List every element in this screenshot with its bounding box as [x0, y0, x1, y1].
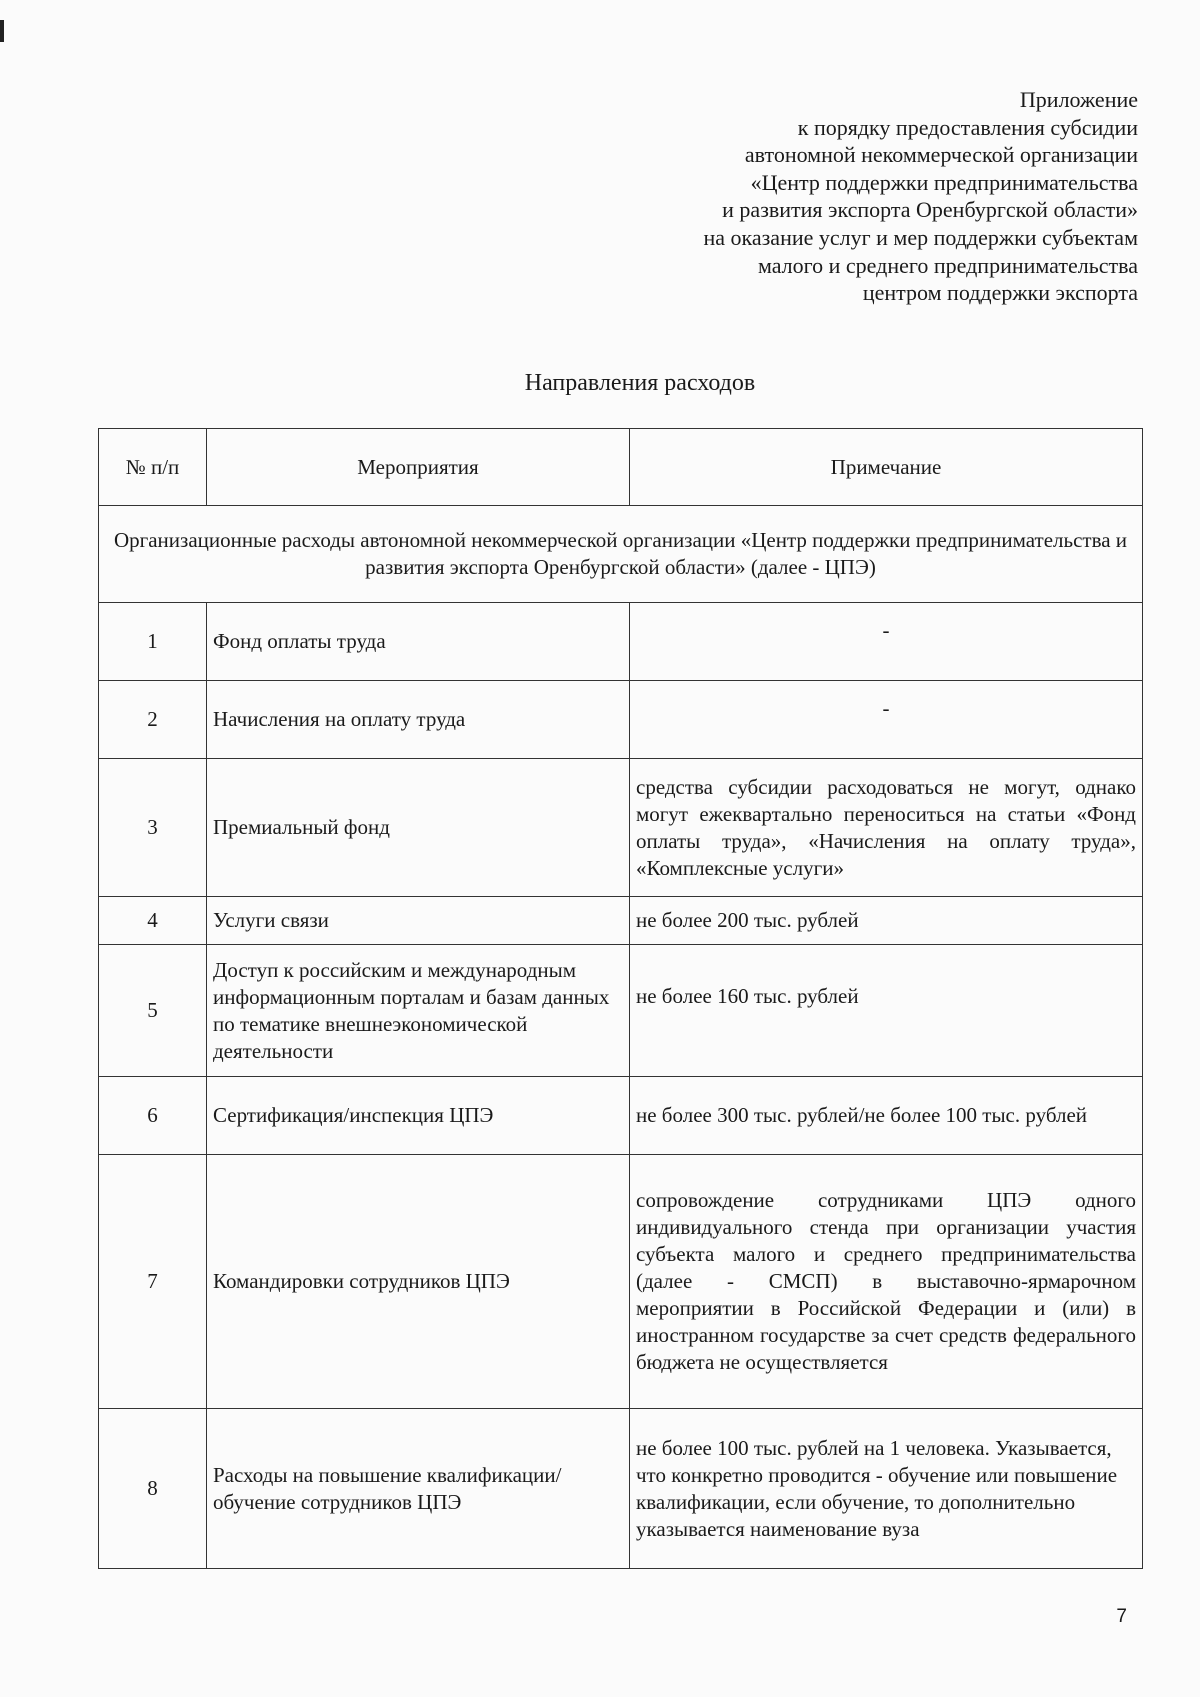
row-number: 6 [99, 1077, 207, 1155]
table-row [99, 1409, 1143, 1569]
table-row [99, 759, 1143, 897]
row-item: Услуги связи [207, 897, 630, 945]
row-note: не более 160 тыс. рублей [630, 945, 1143, 1077]
row-note: не более 300 тыс. рублей/не более 100 тыс. рублей [630, 1077, 1143, 1155]
row-note: - [630, 603, 1143, 681]
appendix-line: центром поддержки экспорта [862, 280, 1138, 306]
row-number: 2 [99, 681, 207, 759]
row-number: 5 [99, 945, 207, 1077]
appendix-line: к порядку предоставления субсидии [797, 114, 1138, 140]
appendix-line: автономной некоммерческой организации [744, 142, 1138, 168]
row-note: не более 100 тыс. рублей на 1 человека. Указывается, что конкретно проводится - обучение или повышение квалификации, если обучение, то дополнительно указывается наименование вуза [630, 1409, 1143, 1569]
row-item: Командировки сотрудников ЦПЭ [207, 1155, 630, 1409]
row-note: средства субсидии расходоваться не могут, однако могут ежеквартально переноситься на статьи «Фонд оплаты труда», «Начисления на оплату труда», «Комплексные услуги» [630, 759, 1143, 897]
row-number: 8 [99, 1409, 207, 1569]
table-row [99, 681, 1143, 759]
row-note: - [630, 681, 1143, 759]
scan-edge-mark [0, 20, 4, 42]
appendix-line: «Центр поддержки предпринимательства [750, 169, 1138, 195]
appendix-line: и развития экспорта Оренбургской области» [722, 197, 1138, 223]
row-note: сопровождение сотрудниками ЦПЭ одного индивидуального стенда при организации участия субъекта малого и среднего предпринимательства (далее - СМСП) в выставочно-ярмарочном мероприятии в Российской Федерации и (или) в иностранном государстве за счет средств федерального бюджета не осуществляется [630, 1155, 1143, 1409]
row-item: Доступ к российским и международным информационным порталам и базам данных по тематике внешнеэкономической деятельности [207, 945, 630, 1077]
appendix-line: на оказание услуг и мер поддержки субъектам [703, 224, 1138, 250]
table-row [99, 1077, 1143, 1155]
row-item: Начисления на оплату труда [207, 681, 630, 759]
table-row [99, 897, 1143, 945]
row-item: Премиальный фонд [207, 759, 630, 897]
row-note: не более 200 тыс. рублей [630, 897, 1143, 945]
row-number: 3 [99, 759, 207, 897]
row-item: Сертификация/инспекция ЦПЭ [207, 1077, 630, 1155]
header-activities: Мероприятия [207, 429, 630, 506]
section-row [99, 506, 1143, 603]
row-number: 4 [99, 897, 207, 945]
row-number: 1 [99, 603, 207, 681]
row-number: 7 [99, 1155, 207, 1409]
header-number: № п/п [99, 429, 207, 506]
appendix-header [518, 86, 1138, 307]
appendix-line: Приложение [1019, 87, 1138, 112]
header-note: Примечание [630, 429, 1143, 506]
table-row [99, 945, 1143, 1077]
row-item: Расходы на повышение квалификации/обучение сотрудников ЦПЭ [207, 1409, 630, 1569]
table-row [99, 1155, 1143, 1409]
page-number: 7 [1116, 1606, 1127, 1627]
section-title: Организационные расходы автономной некоммерческой организации «Центр поддержки предпринимательства и развития экспорта Оренбургской области» (далее - ЦПЭ) [99, 506, 1143, 603]
table-row [99, 603, 1143, 681]
expenses-table [98, 428, 1143, 1569]
table-header-row [99, 429, 1143, 506]
appendix-line: малого и среднего предпринимательства [757, 252, 1138, 278]
document-title: Направления расходов [524, 370, 756, 396]
row-item: Фонд оплаты труда [207, 603, 630, 681]
